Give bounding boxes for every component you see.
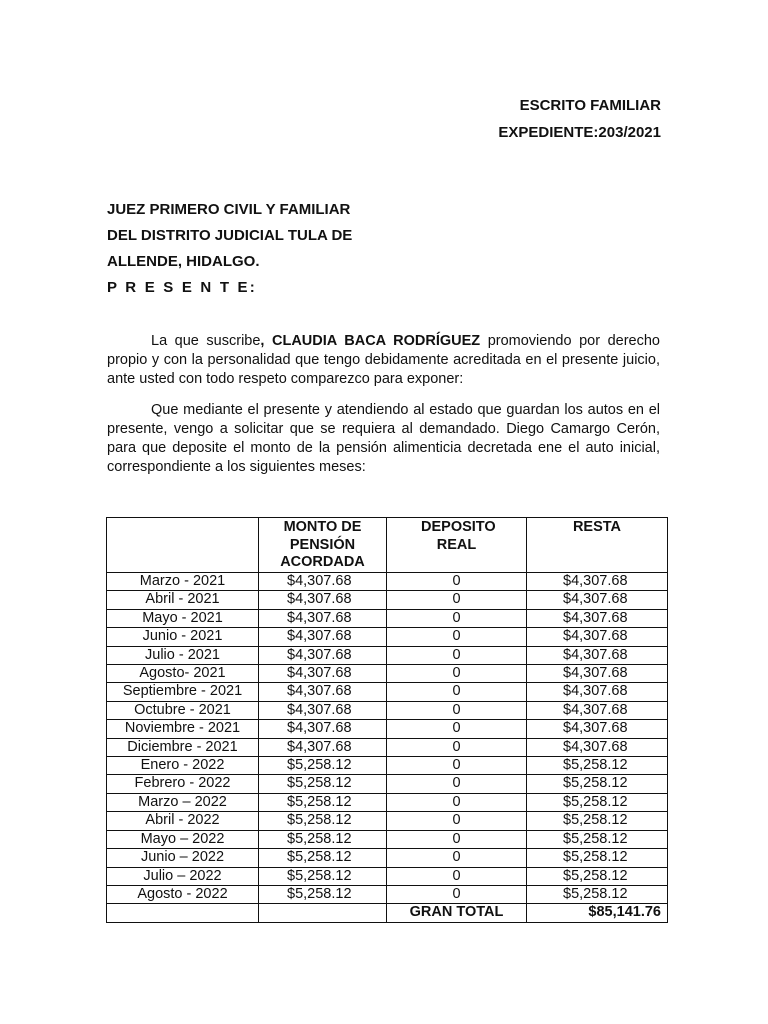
grand-total-label: GRAN TOTAL [387,904,527,922]
deposito-cell: 0 [387,885,527,903]
total-row [107,904,668,922]
table-row [107,628,668,646]
resta-cell: $4,307.68 [527,683,668,701]
addressee-line-3: ALLENDE, HIDALGO. [107,253,260,270]
table-header-row [107,518,668,573]
table-row [107,885,668,903]
resta-cell: $4,307.68 [527,738,668,756]
deposito-cell: 0 [387,793,527,811]
resta-cell: $4,307.68 [527,628,668,646]
monto-cell: $4,307.68 [259,701,387,719]
month-cell: Mayo – 2022 [107,830,259,848]
intro-rest: promoviendo por derecho propio y con la personalidad que tengo debidamente acreditada en el presente juicio, ante usted con todo respeto comparezco para exponer: [107,333,660,387]
pension-table [106,517,668,923]
resta-cell: $4,307.68 [527,591,668,609]
deposito-cell: 0 [387,757,527,775]
table-row [107,793,668,811]
monto-cell: $4,307.68 [259,738,387,756]
month-cell: Noviembre - 2021 [107,720,259,738]
resta-cell: $4,307.68 [527,720,668,738]
month-cell: Septiembre - 2021 [107,683,259,701]
resta-cell: $4,307.68 [527,646,668,664]
monto-cell: $4,307.68 [259,609,387,627]
monto-cell: $5,258.12 [259,757,387,775]
resta-cell: $5,258.12 [527,757,668,775]
header-monto: MONTO DE PENSIÓN ACORDADA [259,518,387,573]
resta-cell: $4,307.68 [527,701,668,719]
monto-cell: $4,307.68 [259,591,387,609]
monto-cell: $4,307.68 [259,683,387,701]
resta-cell: $5,258.12 [527,775,668,793]
table-row [107,665,668,683]
monto-cell: $4,307.68 [259,573,387,591]
monto-cell: $5,258.12 [259,830,387,848]
table-row [107,849,668,867]
month-cell: Marzo – 2022 [107,793,259,811]
deposito-cell: 0 [387,830,527,848]
intro-text: La que suscribe [151,333,261,349]
header-month [107,518,259,573]
table-row [107,720,668,738]
month-cell: Marzo - 2021 [107,573,259,591]
month-cell: Mayo - 2021 [107,609,259,627]
monto-cell: $5,258.12 [259,793,387,811]
monto-cell: $5,258.12 [259,885,387,903]
monto-cell: $4,307.68 [259,628,387,646]
month-cell: Octubre - 2021 [107,701,259,719]
monto-cell: $5,258.12 [259,812,387,830]
table-row [107,830,668,848]
table-row [107,757,668,775]
addressee-line-1: JUEZ PRIMERO CIVIL Y FAMILIAR [107,201,351,218]
table-row [107,812,668,830]
table-row [107,573,668,591]
month-cell: Agosto - 2022 [107,885,259,903]
monto-cell: $5,258.12 [259,867,387,885]
month-cell: Julio - 2021 [107,646,259,664]
resta-cell: $4,307.68 [527,665,668,683]
monto-cell: $4,307.68 [259,720,387,738]
month-cell: Febrero - 2022 [107,775,259,793]
table-row [107,683,668,701]
table-row [107,701,668,719]
deposito-cell: 0 [387,738,527,756]
deposito-cell: 0 [387,573,527,591]
header-deposito: DEPOSITO REAL [387,518,527,573]
claimant-name: , CLAUDIA BACA RODRÍGUEZ [260,333,481,349]
table-row [107,775,668,793]
month-cell: Julio – 2022 [107,867,259,885]
resta-cell: $5,258.12 [527,830,668,848]
addressee-line-2: DEL DISTRITO JUDICIAL TULA DE [107,227,353,244]
month-cell: Abril - 2022 [107,812,259,830]
table-row [107,867,668,885]
document-title: ESCRITO FAMILIAR [519,97,661,114]
total-empty-2 [259,904,387,922]
total-empty-1 [107,904,259,922]
deposito-cell: 0 [387,775,527,793]
request-paragraph [107,401,660,477]
resta-cell: $4,307.68 [527,609,668,627]
presente-salutation: P R E S E N T E: [107,279,257,296]
resta-cell: $5,258.12 [527,849,668,867]
deposito-cell: 0 [387,628,527,646]
table-row [107,646,668,664]
deposito-cell: 0 [387,849,527,867]
deposito-cell: 0 [387,701,527,719]
deposito-cell: 0 [387,591,527,609]
resta-cell: $5,258.12 [527,885,668,903]
monto-cell: $4,307.68 [259,646,387,664]
month-cell: Diciembre - 2021 [107,738,259,756]
resta-cell: $4,307.68 [527,573,668,591]
resta-cell: $5,258.12 [527,812,668,830]
deposito-cell: 0 [387,665,527,683]
header-resta: RESTA [527,518,668,573]
month-cell: Junio – 2022 [107,849,259,867]
table-row [107,591,668,609]
request-text: Que mediante el presente y atendiendo al estado que guardan los autos en el presente, vengo a solicitar que se requiera al demandado. Diego Camargo Cerón, para que deposite el monto de la pensión alimenticia decretada ene el auto inicial, correspondiente a los siguientes meses: [107,402,660,475]
month-cell: Enero - 2022 [107,757,259,775]
deposito-cell: 0 [387,720,527,738]
month-cell: Abril - 2021 [107,591,259,609]
intro-paragraph [107,332,660,389]
month-cell: Junio - 2021 [107,628,259,646]
monto-cell: $5,258.12 [259,775,387,793]
deposito-cell: 0 [387,683,527,701]
resta-cell: $5,258.12 [527,793,668,811]
deposito-cell: 0 [387,812,527,830]
table-row [107,738,668,756]
expediente-number: EXPEDIENTE:203/2021 [498,124,661,141]
deposito-cell: 0 [387,867,527,885]
deposito-cell: 0 [387,646,527,664]
month-cell: Agosto- 2021 [107,665,259,683]
grand-total-value: $85,141.76 [527,904,668,922]
resta-cell: $5,258.12 [527,867,668,885]
deposito-cell: 0 [387,609,527,627]
monto-cell: $4,307.68 [259,665,387,683]
table-row [107,609,668,627]
monto-cell: $5,258.12 [259,849,387,867]
